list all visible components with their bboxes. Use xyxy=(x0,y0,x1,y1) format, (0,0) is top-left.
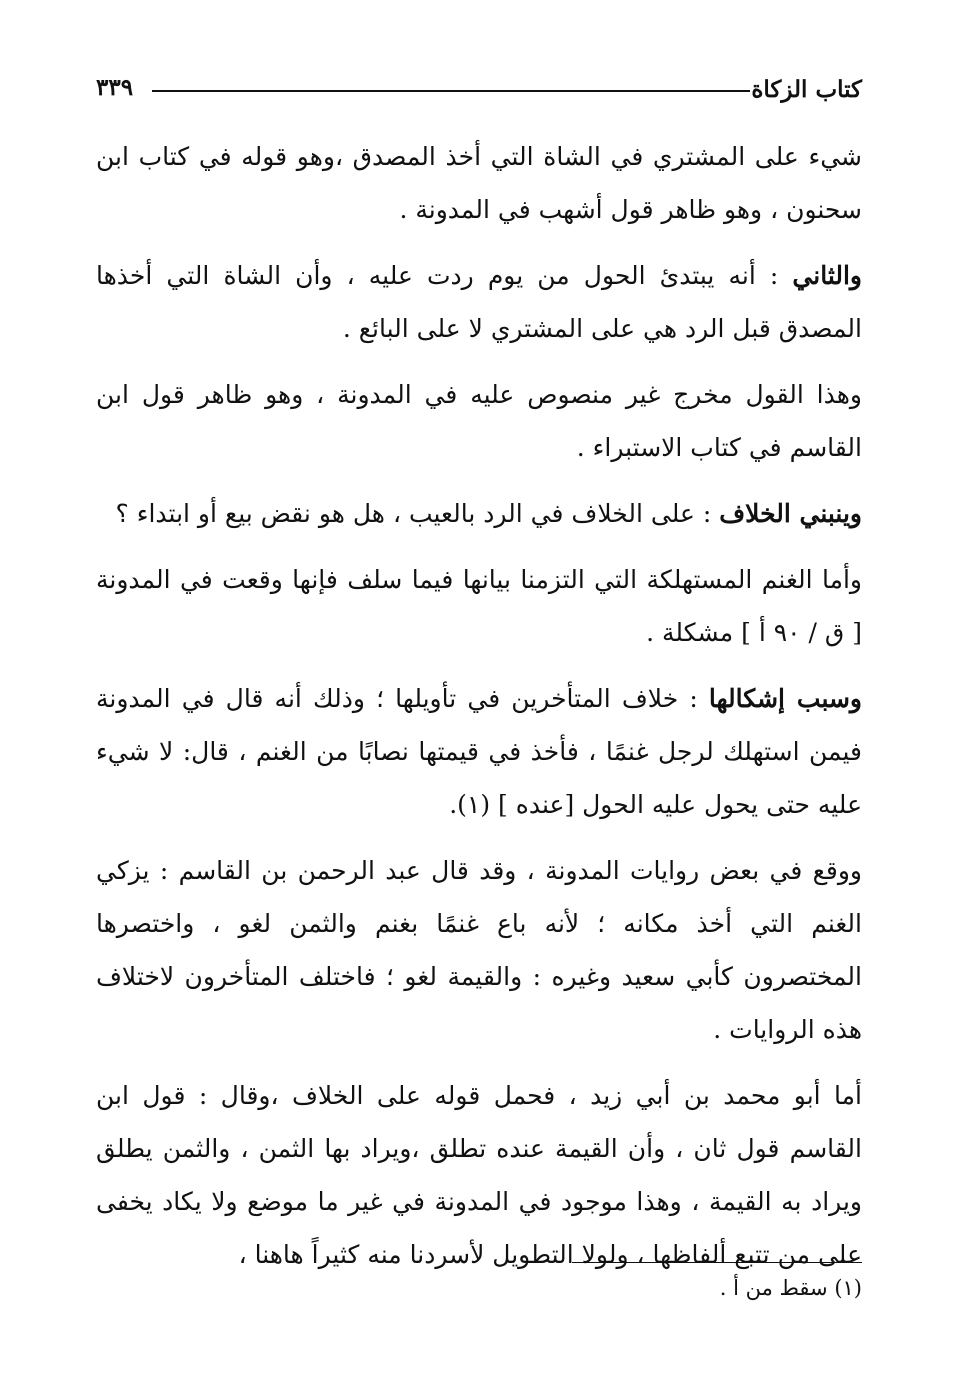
body-text xyxy=(96,130,862,1294)
paragraph-lead: والثاني xyxy=(792,261,862,290)
paragraph xyxy=(96,553,862,659)
paragraph xyxy=(96,249,862,355)
paragraph xyxy=(96,1069,862,1281)
footnote: (١) سقط من أ . xyxy=(719,1276,862,1300)
paragraph-text: : خلاف المتأخرين في تأويلها ؛ وذلك أنه قال في المدونة فيمن استهلك لرجل غنمًا ، فأخذ في قيمتها نصابًا من الغنم ، قال: لا شيء عليه حتى يحول عليه الحول [عنده ] (١). xyxy=(96,684,862,819)
header-rule xyxy=(152,90,750,92)
paragraph xyxy=(96,672,862,831)
paragraph-text: : على الخلاف في الرد بالعيب ، هل هو نقض بيع أو ابتداء ؟ xyxy=(115,499,720,528)
footnote-rule xyxy=(572,1262,862,1263)
paragraph-text: وأما الغنم المستهلكة التي التزمنا بيانها فيما سلف فإنها وقعت في المدونة [ ق / ٩٠ أ ] مشكلة . xyxy=(96,565,862,647)
page-header xyxy=(96,66,862,116)
paragraph-text: ووقع في بعض روايات المدونة ، وقد قال عبد الرحمن بن القاسم : يزكي الغنم التي أخذ مكانه ؛ لأنه باع غنمًا بغنم والثمن لغو ، واختصرها المختصرون كأبي سعيد وغيره : والقيمة لغو ؛ فاختلف المتأخرون لاختلاف هذه الروايات . xyxy=(96,856,862,1044)
page-number: ٣٣٩ xyxy=(96,74,134,101)
paragraph-text: أما أبو محمد بن أبي زيد ، فحمل قوله على الخلاف ،وقال : قول ابن القاسم قول ثان ، وأن القيمة عنده تطلق ،ويراد بها الثمن ، والثمن يطلق ويراد به القيمة ، وهذا موجود في المدونة في غير ما موضع ولا يكاد يخفى على من تتبع ألفاظها ، ولولا التطويل لأسردنا منه كثيراً هاهنا ، xyxy=(96,1081,862,1269)
paragraph xyxy=(96,487,862,540)
paragraph-text: شيء على المشتري في الشاة التي أخذ المصدق ،وهو قوله في كتاب ابن سحنون ، وهو ظاهر قول أشهب في المدونة . xyxy=(96,142,862,224)
paragraph-lead: وينبني الخلاف xyxy=(719,499,862,528)
paragraph-text: وهذا القول مخرج غير منصوص عليه في المدونة ، وهو ظاهر قول ابن القاسم في كتاب الاستبراء . xyxy=(96,380,862,462)
paragraph-text: : أنه يبتدئ الحول من يوم ردت عليه ، وأن الشاة التي أخذها المصدق قبل الرد هي على المشتري لا على البائع . xyxy=(96,261,862,343)
paragraph-lead: وسبب إشكالها xyxy=(708,684,863,713)
running-title: كتاب الزكاة xyxy=(751,76,862,103)
paragraph xyxy=(96,368,862,474)
paragraph xyxy=(96,844,862,1056)
paragraph xyxy=(96,130,862,236)
